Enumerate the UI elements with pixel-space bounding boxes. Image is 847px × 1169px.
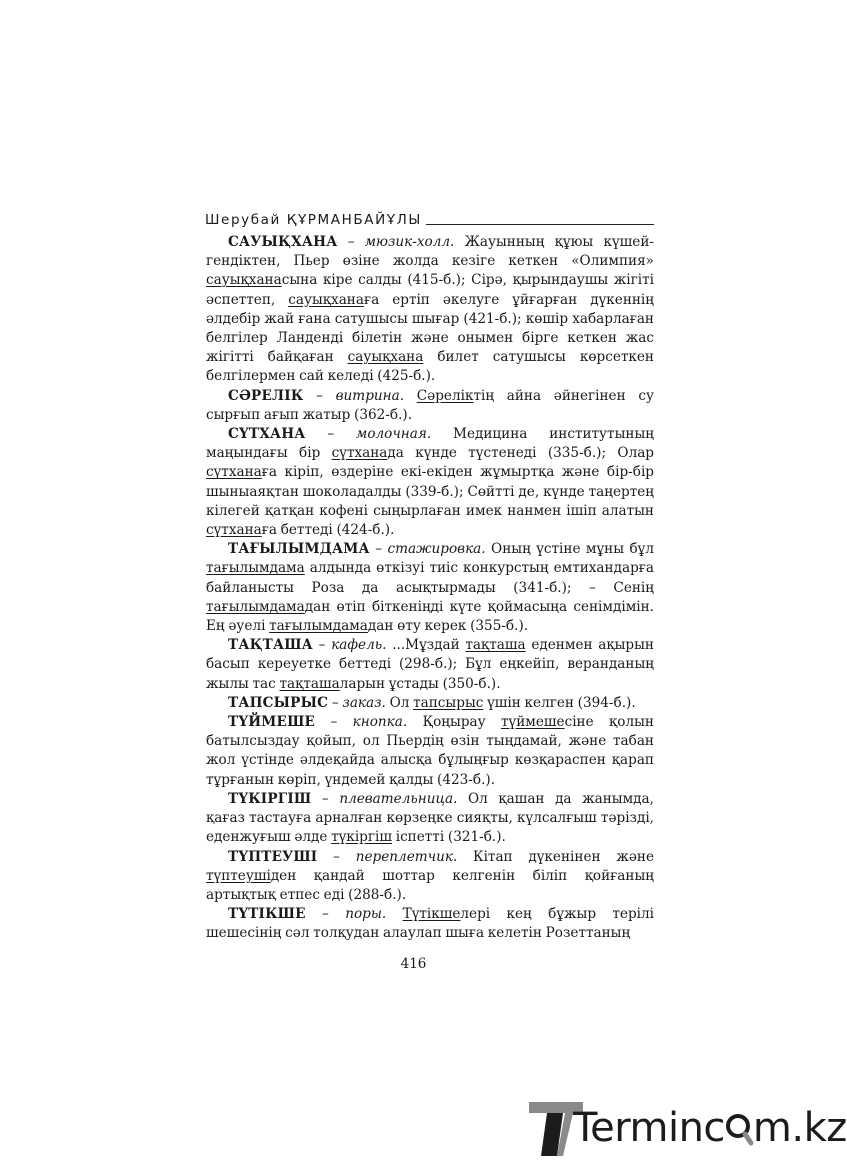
entry-term-usage: Түтікше [402,906,461,923]
entry-dash: – [315,714,353,731]
termincom-logo[interactable] [527,1100,847,1160]
entry-text: сына кіре салды (415-б.); Сірә, қырындаушы жігіті әспеттеп, [206,272,654,308]
dictionary-entry [206,425,654,540]
entry-term-usage: сүтхана [206,522,262,539]
entry-term-usage: тақташа [465,637,526,654]
entry-russian-equivalent: поры. [345,906,387,923]
entry-text: лері кең бұжыр терілі шешесінің сәл толқудан алаулап шыға келетін Розеттаның [206,906,654,942]
entry-dash: – [317,848,356,865]
entry-text: еденмен ақырын басып кереуетке беттеді (298-б.); Бұл еңкейіп, веранданың жылы тас [206,637,654,692]
entry-term-usage: сауықхана [288,291,364,308]
entry-text: да күнде түстенеді (335-б.); Олар [387,445,655,462]
page-number: 416 [400,956,427,972]
entry-text [386,906,402,922]
entry-text: тің айна әйнегінен су сырғып ағып жатыр (362-б.). [206,387,654,423]
entry-russian-equivalent: молочная. [356,426,432,443]
entry-text: дан өтіп біткеніңді күте қоймасыңа сенімдімін. Ең әуелі [206,598,654,635]
dictionary-entry [206,905,654,943]
entry-text: ...Мұздай [386,637,466,654]
entry-term-usage: тапсырыс [413,694,484,711]
entry-text: ларын ұстады (350-б.). [339,675,501,692]
logo-text-part-1: Termin [573,1105,704,1151]
entry-russian-equivalent: заказ. [342,694,386,711]
entry-dash: – [305,426,357,443]
entry-term: ТАҒЫЛЫМДАМА [228,541,370,558]
entry-term-usage: сүтхана [331,445,388,462]
dictionary-entry [206,694,654,713]
entry-russian-equivalent: стажировка. [387,541,486,558]
entry-russian-equivalent: плевательница. [339,790,458,807]
entry-term: САУЫҚХАНА [228,234,338,250]
entry-term-usage: Сәрелік [416,387,474,404]
entry-russian-equivalent: кнопка. [352,714,408,731]
entry-text: ден қандай шоттар келгенін біліп қойғаның артықтық етпес еді (288-б.). [206,867,654,903]
entry-term-usage: тағылымдама [206,560,305,577]
entry-term-usage: тағылымдама [206,598,305,615]
entry-russian-equivalent: витрина. [335,387,405,404]
entry-text [404,388,417,404]
entry-text: Жауынның құюы күшейгендіктен, Пьер өзіне жолда кезіге кеткен «Олимпия» [206,234,654,270]
entry-dash: – [303,387,336,404]
dictionary-entry [206,233,654,387]
entry-term-usage: түкіргіш [331,829,392,846]
entry-text: билет сатушысы көрсеткен белгілермен сай келеді (425-б.). [206,349,654,385]
running-header [205,212,654,228]
entry-dash: – [337,234,365,250]
entry-dash: – [328,694,343,711]
magnifier-icon [725,1111,753,1145]
entry-dash: – [369,541,388,558]
entry-dash: – [305,906,346,923]
entry-text: Қоңырау [407,714,502,731]
dictionary-entry [206,387,654,425]
entry-term: ТАҚТАША [228,637,313,654]
entry-term: ТҮЙМЕШЕ [228,714,316,731]
entry-text: ға беттеді (424-б.). [261,522,395,539]
entry-text: үшін келген (394-б.). [483,694,636,711]
entry-text: Медицина институтының маңындағы бір [206,426,654,462]
header-author: Шерубай ҚҰРМАНБАЙҰЛЫ [205,212,422,228]
entry-term-usage: тақташа [279,675,340,692]
dictionary-entry [206,540,654,636]
entry-term-usage: түптеуші [206,867,271,884]
logo-text [573,1104,847,1152]
entry-term: ТҮПТЕУШІ [228,848,318,865]
entry-term-usage: сауықхана [206,272,282,289]
entry-dash: – [311,790,340,807]
entry-russian-equivalent: мюзик-холл. [364,234,455,250]
entry-term: ТҮТІКШЕ [228,906,306,923]
entry-text: Оның үстіне мұны бұл [485,541,654,558]
logo-text-part-2: m.kz [752,1105,847,1151]
entry-term-usage: сауықхана [347,349,424,366]
entry-term: СҮТХАНА [228,426,306,443]
dictionary-entry [206,790,654,848]
entry-text: іспетті (321-б.). [392,829,506,846]
entry-text: алдында өткізуі тиіс конкурстың емтихандарға байланысты Роза да асықтырмады (341-б.); – Сенің [206,560,654,596]
entry-term-usage: сүтхана [206,464,262,481]
entry-russian-equivalent: переплетчик. [355,848,458,865]
entry-term: ТҮКІРГІШ [228,790,312,807]
dictionary-entries [206,233,654,944]
entry-text: сіне қолын батылсыздау қойып, ол Пьердің өзін тыңдамай, және табан жол үстінде әлдеқайда алысқа бұлыңғыр көзқараспен қарап тұрғанын көріп, үндемей қалды (423-б.). [206,714,654,788]
logo-letter-c: c [703,1105,725,1151]
dictionary-entry [206,848,654,906]
entry-text: ға ертіп әкелуге ұйғарған дүкеннің әлдебір жай ғана сатушысы шығар (421-б.); көшір хабарлаған белгілер Ланденді білетін және онымен бірге кеткен жас жігітті байқаған [206,291,654,366]
entry-text: Кітап дүкенінен және [457,848,654,865]
entry-term-usage: тағылымдама [269,618,368,635]
dictionary-entry [206,636,654,694]
entry-term: ТАПСЫРЫС [228,694,329,711]
entry-text: Ол қашан да жанымда, қағаз тастауға арналған көрзеңке сияқты, күлсалғыш тәрізді, еденжуғыш әлде [206,790,654,846]
entry-text: ға кіріп, өздеріне екі-екіден жұмыртқа және бір-бір шыныаяқтан шоколадалды (339-б.); Сөйтті де, күнде таңертең кілегей қатқан кофені сыңырлаған имек нанмен ішіп алатын [206,464,654,519]
entry-term-usage: түймеше [501,714,565,731]
logo-magnifier-letter [703,1104,753,1152]
entry-term: СӘРЕЛІК [228,387,304,404]
header-rule [426,224,654,225]
entry-text: Ол [385,694,414,711]
entry-dash: – [312,637,332,654]
dictionary-entry [206,713,654,790]
entry-text: дан өту керек (355-б.). [367,618,529,635]
entry-russian-equivalent: кафель. [331,637,387,654]
